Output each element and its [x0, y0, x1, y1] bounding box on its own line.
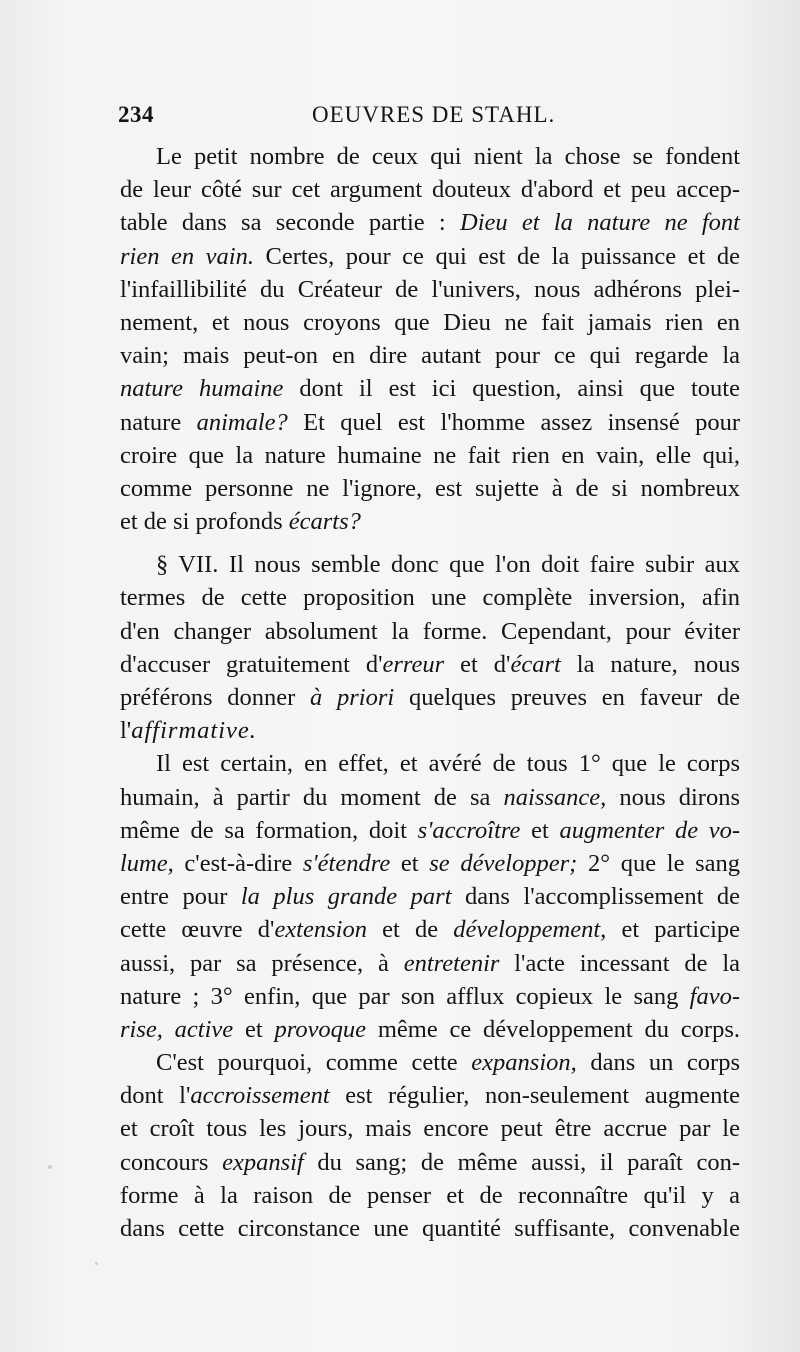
text-span: concours [120, 1148, 209, 1176]
paper-speck [120, 1192, 123, 1195]
text-span: nature [120, 408, 182, 436]
italic-span: erreur [382, 650, 445, 678]
text-span: dont l' [120, 1082, 191, 1110]
italic-span: animale? [196, 408, 288, 436]
text-line [120, 206, 740, 239]
text-line [120, 648, 740, 681]
text-line [120, 947, 740, 980]
paper-speck [95, 1262, 98, 1265]
text-span: nature ; 3° enfin, que par son afflux copieux le sang [120, 982, 679, 1010]
text-span: table dans sa seconde partie : [120, 209, 446, 237]
text-span: quelques preuves en faveur de [408, 684, 741, 711]
text-span: entre pour [120, 883, 228, 911]
text-line: d'en changer absolument la forme. Cependant, pour éviter [120, 617, 740, 645]
text-line [120, 847, 740, 880]
page-header [118, 98, 738, 134]
text-span: et participe [621, 916, 741, 944]
italic-span: la plus grande part [240, 883, 452, 911]
text-span: même ce développement du corps. [377, 1015, 740, 1043]
text-line: croire que la nature humaine ne fait rien en vain, elle qui, [120, 441, 740, 469]
text-span: du sang; de même aussi, il paraît con- [317, 1148, 741, 1176]
text-span: nous dirons [619, 783, 741, 811]
text-span: C'est pourquoi, comme cette [156, 1049, 458, 1077]
text-line [120, 781, 740, 814]
text-span: dans un corps [590, 1049, 740, 1077]
text-span: et d' [460, 650, 511, 678]
text-line [120, 505, 740, 538]
italic-span: Dieu et la nature ne font [460, 209, 740, 237]
text-span: cette œuvre d' [120, 916, 275, 944]
text-line [120, 1146, 740, 1179]
text-span: et de si profonds [120, 508, 283, 536]
running-title: OEUVRES DE STAHL. [312, 102, 556, 127]
italic-span: augmenter de vo- [559, 816, 741, 844]
text-span: Et quel est l'homme assez insensé pour [303, 408, 740, 436]
text-span: même de sa formation, doit [120, 816, 407, 844]
text-line: § VII. Il nous semble donc que l'on doit faire subir aux [156, 551, 740, 579]
text-span: et [244, 1015, 263, 1043]
text-span: et [400, 849, 419, 877]
italic-span: affirmative. [131, 717, 257, 745]
text-line: l'infaillibilité du Créateur de l'univers, nous adhérons plei- [120, 275, 740, 303]
italic-span: expansion, [471, 1049, 577, 1077]
text-line: Il est certain, en effet, et avéré de tous 1° que le corps [156, 750, 740, 778]
text-line [120, 980, 740, 1013]
text-span: c'est-à-dire [184, 849, 293, 877]
text-line [120, 1079, 740, 1112]
text-line: de leur côté sur cet argument douteux d'abord et peu accep- [120, 176, 740, 204]
italic-span: favo- [689, 982, 740, 1010]
text-span: humain, à partir du moment de sa [120, 783, 491, 811]
paragraph-gap [120, 538, 740, 548]
italic-span: extension [274, 916, 367, 944]
text-line [120, 913, 740, 946]
italic-span: lume, [120, 849, 174, 877]
paper-speck [48, 1165, 52, 1169]
text-line: dans cette circonstance une quantité suffisante, convenable [120, 1215, 740, 1242]
text-span: et [531, 816, 549, 844]
text-line: Le petit nombre de ceux qui nient la chose se fondent [156, 143, 740, 170]
text-line [120, 240, 740, 273]
text-span: est régulier, non-seulement augmente [345, 1082, 741, 1110]
text-line [120, 406, 740, 439]
italic-span: se développer; [429, 849, 578, 877]
text-line: termes de cette proposition une complète inversion, afin [120, 584, 740, 612]
text-line: forme à la raison de penser et de reconnaître qu'il y a [120, 1181, 740, 1209]
text-span: dans l'accomplissement de [465, 883, 741, 911]
text-span: la nature, nous [576, 650, 741, 678]
text-line [120, 880, 740, 913]
text-line [120, 372, 740, 405]
text-span: et de [382, 916, 439, 944]
italic-span: s'étendre [302, 849, 391, 877]
italic-span: entretenir [403, 949, 500, 977]
italic-span: écarts? [288, 508, 361, 536]
text-span: Certes, pour ce qui est de la puissance et de [265, 242, 740, 270]
text-span: préférons donner [120, 684, 296, 711]
italic-span: s'accroître [417, 816, 521, 844]
text-line: vain; mais peut-on en dire autant pour ce qui regarde la [120, 342, 740, 370]
body-text [120, 140, 740, 1245]
text-line: et croît tous les jours, mais encore peut être accrue par le [120, 1115, 740, 1143]
text-span: dont il est ici question, ainsi que toute [299, 375, 740, 403]
text-line: nement, et nous croyons que Dieu ne fait jamais rien en [120, 308, 740, 336]
text-line [120, 1046, 740, 1079]
italic-span: à priori [310, 684, 395, 711]
page-number: 234 [118, 102, 154, 127]
italic-span: développement, [453, 916, 607, 944]
text-span: l'acte incessant de la [514, 949, 741, 977]
text-span: d'accuser gratuitement d' [120, 650, 383, 678]
text-line: comme personne ne l'ignore, est sujette à de si nombreux [120, 474, 740, 502]
italic-span: provoque [274, 1015, 367, 1043]
italic-span: naissance, [503, 783, 607, 811]
italic-span: accroissement [190, 1082, 330, 1110]
italic-span: expansif [222, 1148, 304, 1176]
italic-span: rise, active [120, 1015, 234, 1043]
italic-span: rien en vain. [120, 242, 254, 270]
italic-span: nature humaine [120, 375, 284, 403]
text-line [120, 814, 740, 847]
text-span: aussi, par sa présence, à [120, 949, 389, 977]
text-line [120, 714, 740, 747]
text-line [120, 681, 740, 714]
text-span: l' [120, 717, 132, 745]
text-line [120, 1013, 740, 1046]
italic-span: écart [510, 650, 561, 678]
text-span: 2° que le sang [588, 849, 741, 877]
